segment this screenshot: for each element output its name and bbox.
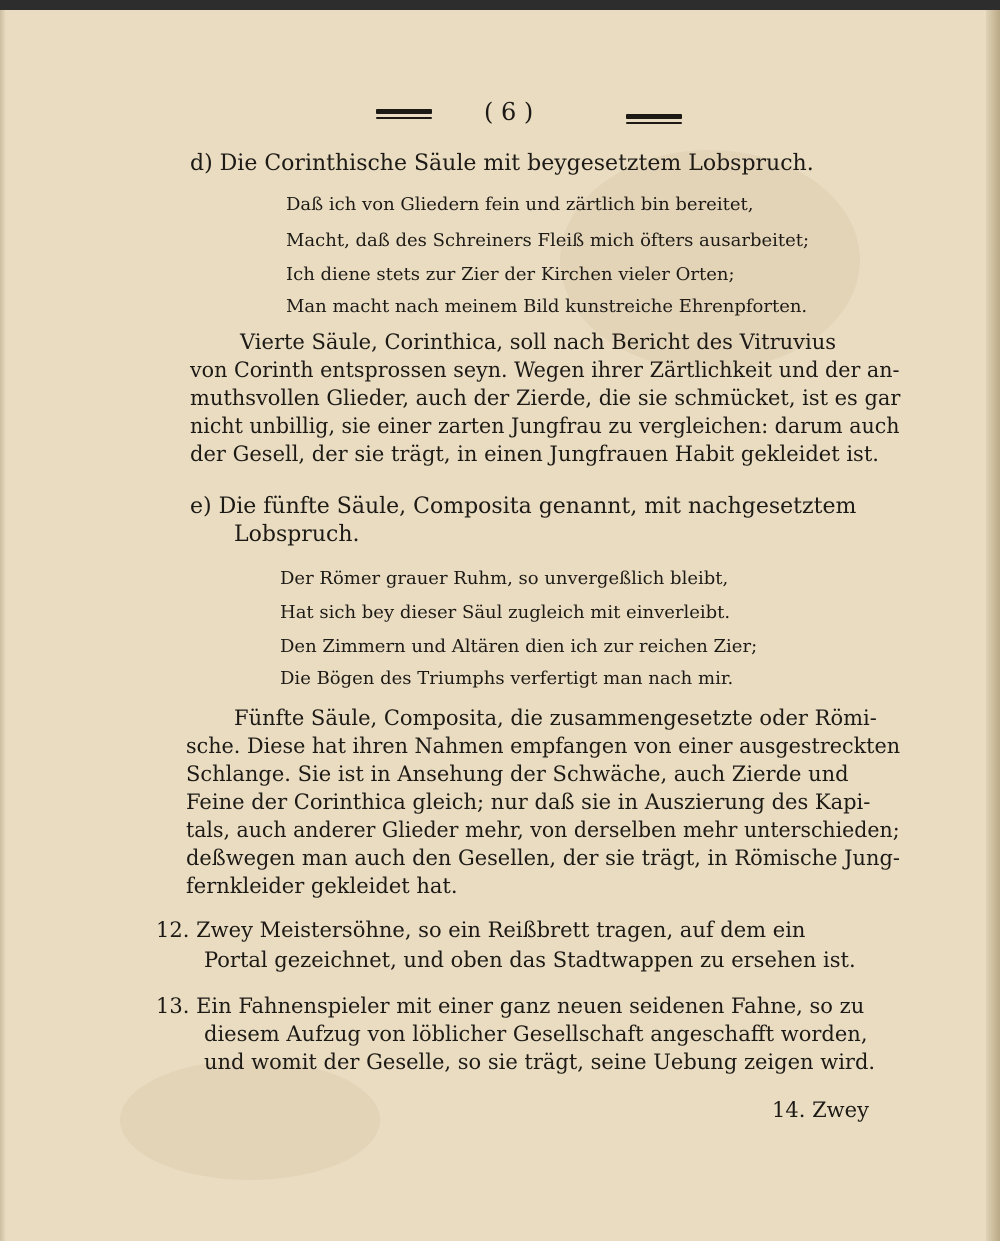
paragraph-line: deßwegen man auch den Gesellen, der sie trägt, in Römische Jung- xyxy=(186,846,900,870)
verse-line: Daß ich von Gliedern fein und zärtlich bin bereitet, xyxy=(286,194,754,215)
verse-line: Ich diene stets zur Zier der Kirchen vieler Orten; xyxy=(286,264,735,285)
book-page xyxy=(0,10,1000,1241)
header-rule-right-thin xyxy=(626,122,682,124)
paragraph-line: fernkleider gekleidet hat. xyxy=(186,874,458,898)
paragraph-line: sche. Diese hat ihren Nahmen empfangen von einer ausgestreckten xyxy=(186,734,901,758)
verse-line: Den Zimmern und Altären dien ich zur reichen Zier; xyxy=(280,636,758,657)
section-e-heading: e) Die fünfte Säule, Composita genannt, mit nachgesetztem xyxy=(190,494,857,519)
item-13-line: und womit der Geselle, so sie trägt, seine Uebung zeigen wird. xyxy=(204,1050,876,1074)
paper-stain xyxy=(120,1060,380,1180)
item-12-line: 12. Zwey Meistersöhne, so ein Reißbrett tragen, auf dem ein xyxy=(156,918,806,942)
paragraph-line: muthsvollen Glieder, auch der Zierde, die sie schmücket, ist es gar xyxy=(190,386,901,410)
page-gutter-shadow xyxy=(0,10,6,1241)
section-e-heading-continued: Lobspruch. xyxy=(234,522,360,547)
page-number: ( 6 ) xyxy=(484,98,534,126)
header-rule-left xyxy=(376,109,432,114)
page-edge-shadow xyxy=(986,10,1000,1241)
paragraph-line: tals, auch anderer Glieder mehr, von derselben mehr unterschieden; xyxy=(186,818,900,842)
verse-line: Der Römer grauer Ruhm, so unvergeßlich bleibt, xyxy=(280,568,729,589)
item-13-line: diesem Aufzug von löblicher Gesellschaft angeschafft worden, xyxy=(204,1022,868,1046)
paragraph-line: nicht unbillig, sie einer zarten Jungfrau zu vergleichen: darum auch xyxy=(190,414,900,438)
verse-line: Man macht nach meinem Bild kunstreiche Ehrenpforten. xyxy=(286,296,808,317)
header-rule-right xyxy=(626,114,682,119)
item-12-line: Portal gezeichnet, und oben das Stadtwappen zu ersehen ist. xyxy=(204,948,856,972)
paragraph-line: Vierte Säule, Corinthica, soll nach Bericht des Vitruvius xyxy=(240,330,837,354)
paragraph-line: von Corinth entsprossen seyn. Wegen ihrer Zärtlichkeit und der an- xyxy=(190,358,900,382)
paragraph-line: Schlange. Sie ist in Ansehung der Schwäche, auch Zierde und xyxy=(186,762,849,786)
section-d-heading: d) Die Corinthische Säule mit beygesetztem Lobspruch. xyxy=(190,151,814,176)
paragraph-line: der Gesell, der sie trägt, in einen Jungfrauen Habit gekleidet ist. xyxy=(190,442,879,466)
item-13-line: 13. Ein Fahnenspieler mit einer ganz neuen seidenen Fahne, so zu xyxy=(156,994,865,1018)
catchword: 14. Zwey xyxy=(772,1098,869,1122)
verse-line: Macht, daß des Schreiners Fleiß mich öfters ausarbeitet; xyxy=(286,230,810,251)
header-rule-left-thin xyxy=(376,117,432,119)
verse-line: Hat sich bey dieser Säul zugleich mit einverleibt. xyxy=(280,602,731,623)
paragraph-line: Feine der Corinthica gleich; nur daß sie in Auszierung des Kapi- xyxy=(186,790,871,814)
verse-line: Die Bögen des Triumphs verfertigt man nach mir. xyxy=(280,668,734,689)
paragraph-line: Fünfte Säule, Composita, die zusammengesetzte oder Römi- xyxy=(234,706,877,730)
